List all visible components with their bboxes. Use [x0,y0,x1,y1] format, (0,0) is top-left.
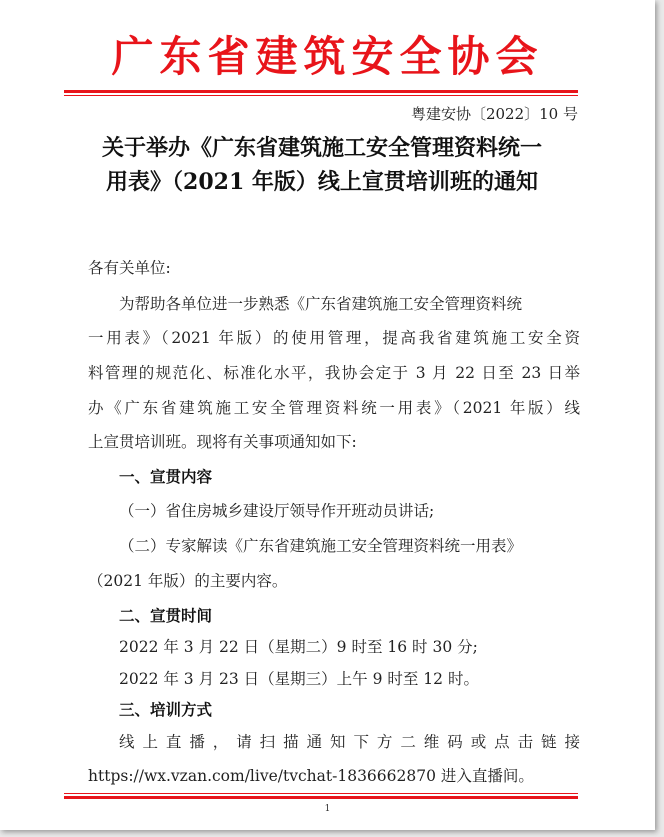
section-3-heading: 三、培训方式 [119,701,213,719]
intro-line-4: 办《广东省建筑施工安全管理资料统一用表》（2021 年版）线 [88,399,580,417]
footer-red-rule-thin [64,793,578,794]
live-stream-link[interactable]: https://wx.vzan.com/live/tvchat-1836662870 进入直播间。 [88,767,534,785]
intro-line-3: 料管理的规范化、标准化水平，我协会定于 3 月 22 日至 23 日举 [88,364,580,382]
page-number: 1 [324,804,331,814]
section-1-item-2-line-1: （二）专家解读《广东省建筑施工安全管理资料统一用表》 [119,537,523,555]
intro-line-5: 上宣贯培训班。现将有关事项通知如下: [88,433,357,451]
section-1-heading: 一、宣贯内容 [119,468,213,486]
footer-red-rule-thick [64,796,578,799]
section-2-time-1: 2022 年 3 月 22 日（星期二）9 时至 16 时 30 分; [119,638,478,656]
section-1-item-2-line-2: （2021 年版）的主要内容。 [88,572,288,590]
document-title [60,131,584,199]
org-name-heading: 广东省建筑安全协会 [111,32,544,81]
section-2-time-2: 2022 年 3 月 23 日（星期三）上午 9 时至 12 时。 [119,670,479,688]
salutation: 各有关单位: [88,259,171,277]
intro-line-1: 为帮助各单位进一步熟悉《广东省建筑施工安全管理资料统 [119,295,523,313]
section-3-line-1: 线上直播，请扫描通知下方二维码或点击链接 [119,733,580,751]
document-title-line-2: 用表》（2021 年版）线上宣贯培训班的通知 [106,169,538,195]
section-1-item-1: （一）省住房城乡建设厅领导作开班动员讲话; [119,502,435,520]
section-2-heading: 二、宣贯时间 [119,607,213,625]
document-title-line-1: 关于举办《广东省建筑施工安全管理资料统一 [101,135,542,161]
intro-line-2: 一用表》（2021 年版）的使用管理，提高我省建筑施工安全资 [88,329,580,347]
header-red-rule-thick [64,90,578,93]
header-red-rule-thin [64,95,578,96]
document-number: 粤建安协〔2022〕10 号 [410,105,578,123]
